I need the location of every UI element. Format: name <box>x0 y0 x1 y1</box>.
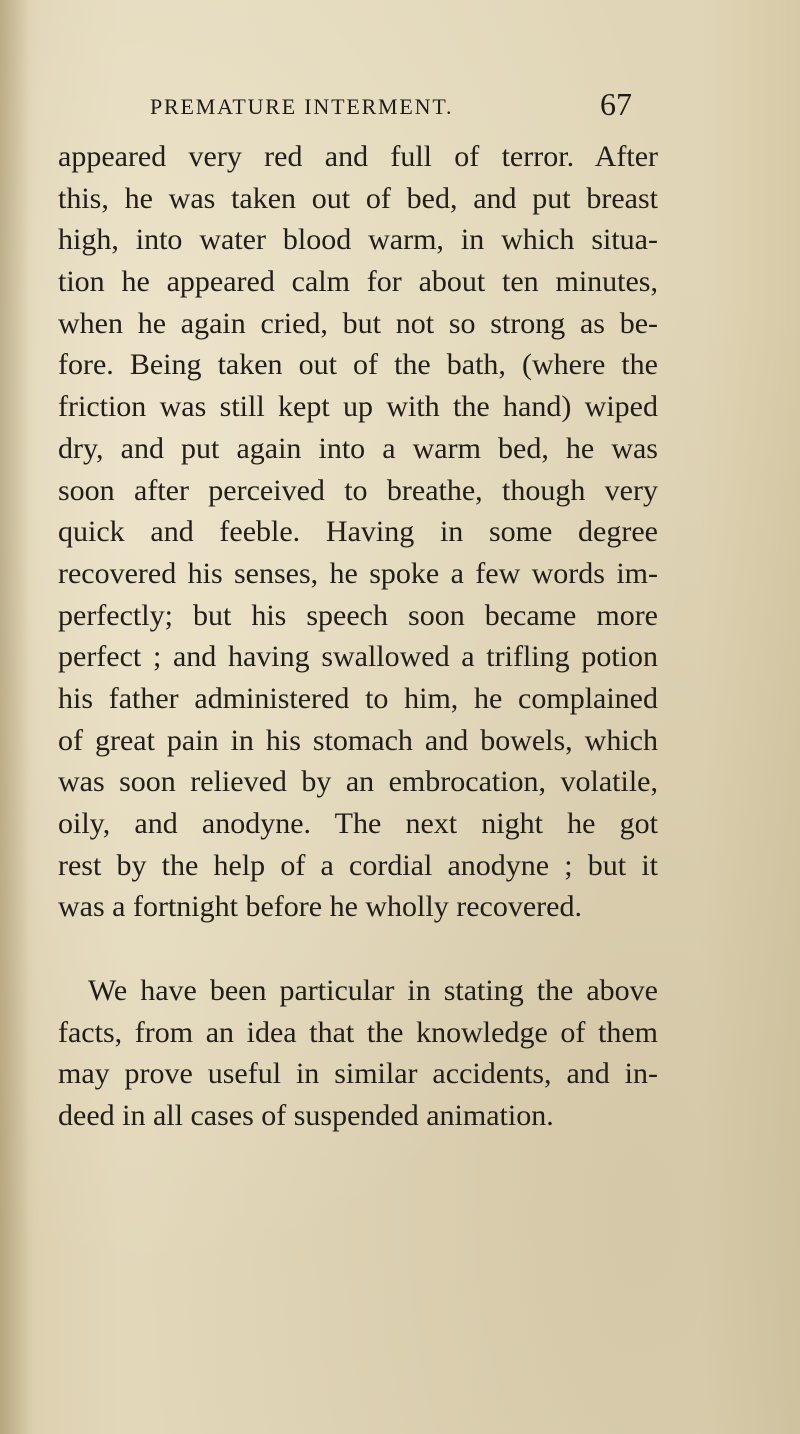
gutter-shadow <box>0 0 30 1434</box>
paragraph-2 <box>58 970 658 1137</box>
text-line: oily, and anodyne. The next night he got <box>58 807 658 840</box>
text-line: appeared very red and full of terror. After <box>58 140 658 173</box>
page-number: 67 <box>600 86 632 122</box>
text-line: dry, and put again into a warm bed, he was <box>58 431 658 465</box>
running-head <box>0 86 800 126</box>
paragraph-1 <box>58 136 658 928</box>
running-head-title: PREMATURE INTERMENT. <box>150 94 454 119</box>
text-line: fore. Being taken out of the bath, (where the <box>58 348 658 382</box>
text-line: perfectly; but his speech soon became more <box>58 598 658 632</box>
text-line: friction was still kept up with the hand) wiped <box>58 390 658 424</box>
text-line: We have been particular in stating the above <box>88 974 658 1008</box>
text-line: perfect ; and having swallowed a trifling potion <box>58 640 658 674</box>
text-line: deed in all cases of suspended animation. <box>58 1099 554 1133</box>
text-line: when he again cried, but not so strong as be- <box>58 306 658 340</box>
text-line: high, into water blood warm, in which situa- <box>58 223 658 257</box>
text-line: of great pain in his stomach and bowels, which <box>58 723 658 757</box>
text-line: facts, from an idea that the knowledge of them <box>58 1015 658 1049</box>
text-line: was soon relieved by an embrocation, volatile, <box>58 765 658 799</box>
text-line: was a fortnight before he wholly recovered. <box>58 890 582 924</box>
paragraph-gap <box>58 928 658 970</box>
text-line: quick and feeble. Having in some degree <box>58 515 658 549</box>
text-line: rest by the help of a cordial anodyne ; but it <box>58 848 658 882</box>
text-line: soon after perceived to breathe, though very <box>58 473 658 507</box>
text-line: tion he appeared calm for about ten minutes, <box>58 265 658 299</box>
text-line: may prove useful in similar accidents, and in- <box>58 1057 658 1091</box>
body-text <box>58 136 658 1137</box>
text-line: his father administered to him, he complained <box>58 681 658 715</box>
text-line: this, he was taken out of bed, and put breast <box>58 181 658 215</box>
text-line: recovered his senses, he spoke a few words im- <box>58 556 658 590</box>
